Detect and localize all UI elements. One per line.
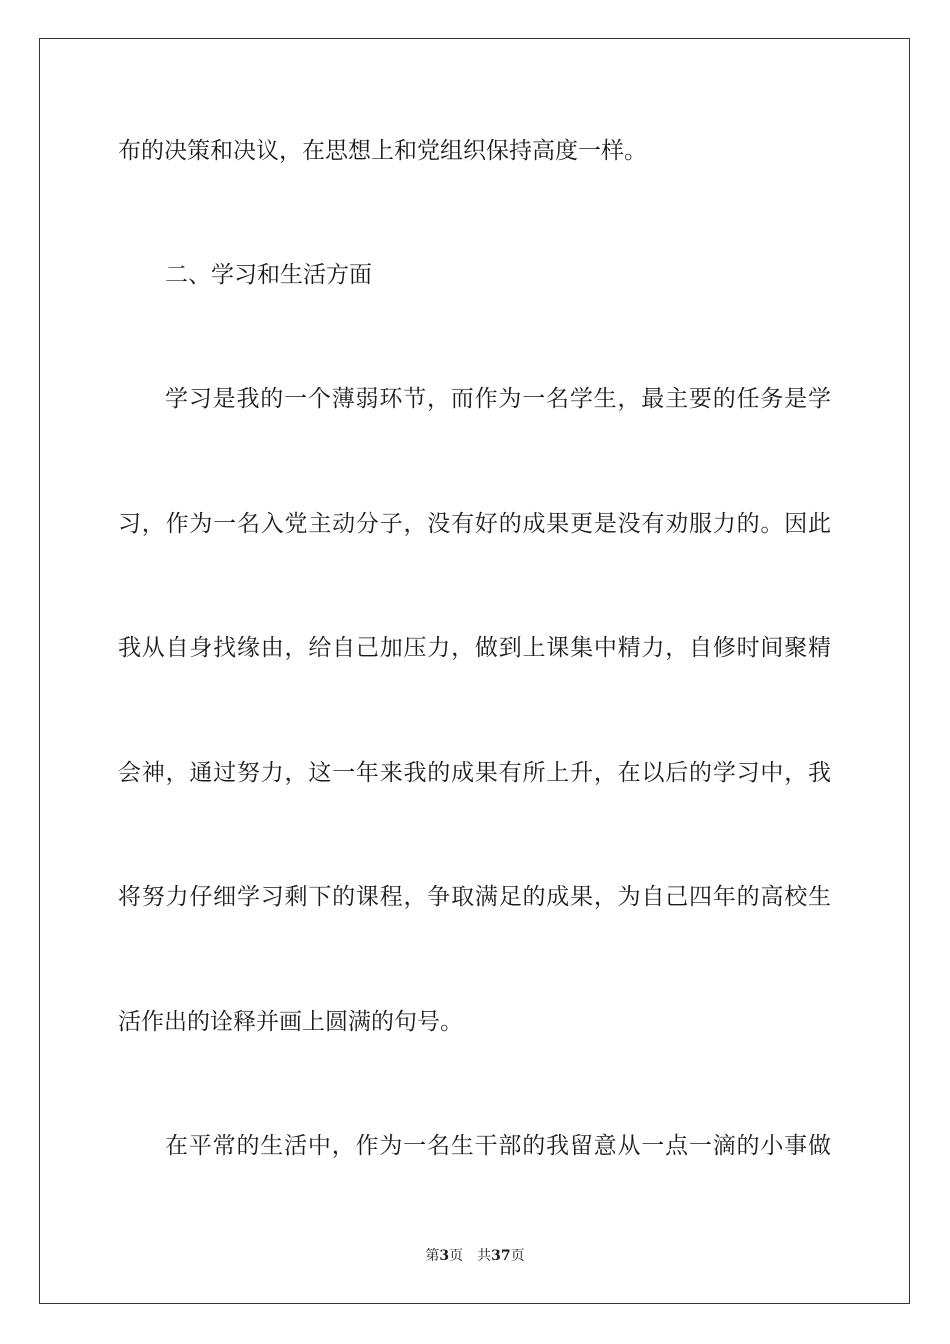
body-line: 我从自身找缘由，给自己加压力，做到上课集中精力，自修时间聚精 bbox=[118, 635, 831, 661]
page-suffix: 页 bbox=[449, 1248, 464, 1264]
page-border bbox=[39, 38, 910, 1304]
body-line: 活作出的诠释并画上圆满的句号。 bbox=[118, 1009, 463, 1035]
total-prefix: 共 bbox=[477, 1248, 492, 1264]
page-prefix: 第 bbox=[425, 1248, 440, 1264]
paragraph-first-line: 学习是我的一个薄弱环节，而作为一名学生，最主要的任务是学 bbox=[165, 386, 831, 412]
body-line: 习，作为一名入党主动分子，没有好的成果更是没有劝服力的。因此 bbox=[118, 511, 831, 537]
section-heading: 二、学习和生活方面 bbox=[165, 262, 372, 288]
page-footer bbox=[0, 1246, 950, 1266]
total-suffix: 页 bbox=[510, 1248, 525, 1264]
body-line: 将努力仔细学习剩下的课程，争取满足的成果，为自己四年的高校生 bbox=[118, 884, 831, 910]
paragraph-first-line: 在平常的生活中，作为一名生干部的我留意从一点一滴的小事做 bbox=[165, 1133, 831, 1159]
page-number: 3 bbox=[439, 1248, 450, 1264]
total-pages: 37 bbox=[491, 1248, 511, 1264]
body-line: 布的决策和决议，在思想上和党组织保持高度一样。 bbox=[118, 138, 647, 164]
body-line: 会神，通过努力，这一年来我的成果有所上升，在以后的学习中，我 bbox=[118, 760, 831, 786]
